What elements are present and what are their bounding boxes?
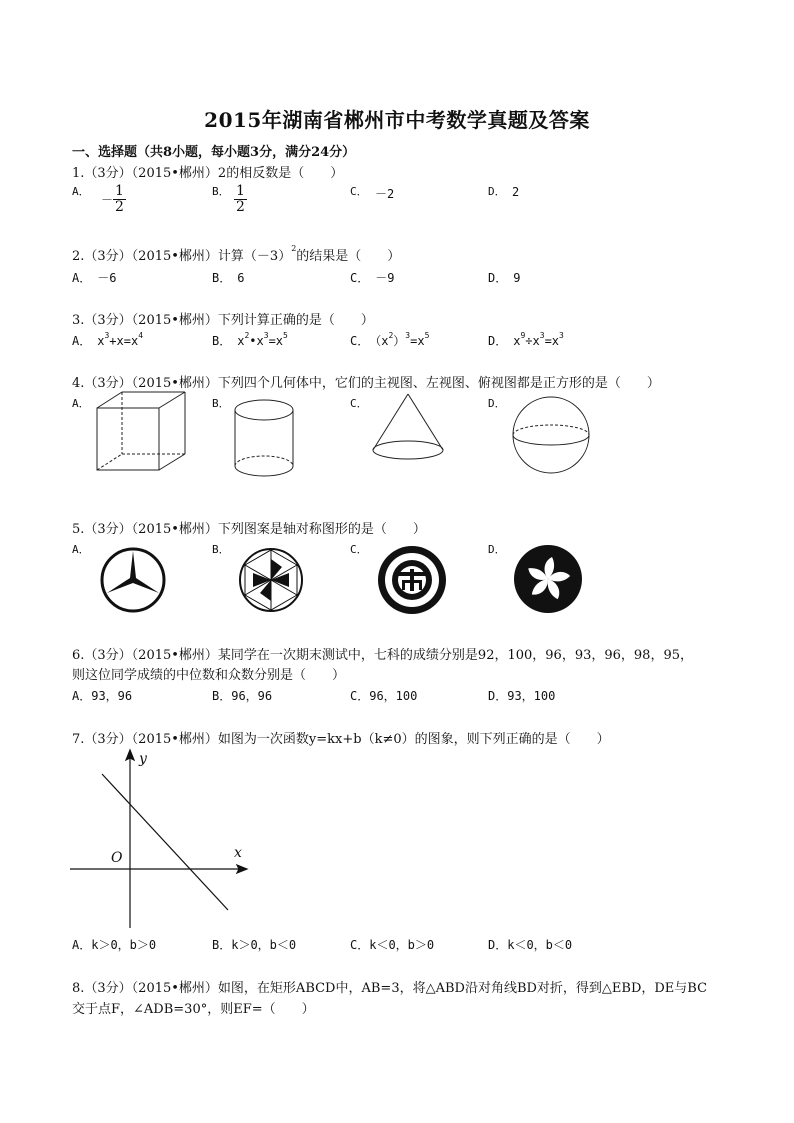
q1-option-b (234, 184, 247, 215)
q4-label-b: B． (212, 397, 230, 410)
pinwheel-pattern (236, 545, 306, 615)
q4-label-d: D． (488, 397, 506, 410)
cube-figure (90, 388, 195, 473)
sphere-figure (508, 392, 594, 478)
q5-label-c: C． (350, 543, 368, 556)
q7-option-b: B．k＞0，b＜0 (212, 938, 297, 952)
q1-b-num: 1 (236, 183, 245, 199)
q3-option-a (72, 332, 143, 349)
q8-stem-line1: 8.（3分）（2015•郴州）如图，在矩形ABCD中，AB=3，将△ABD沿对角线BD对折，得到△EBD，DE与BC (72, 981, 708, 996)
q4-label-c: C． (350, 397, 368, 410)
q2-stem-exp: 2 (291, 244, 297, 253)
q6-stem-line1: 6.（3分）（2015•郴州）某同学在一次期末测试中，七科的成绩分别是92，100，96，93，96，98，95， (72, 648, 693, 663)
q3-b-1: 2 (244, 331, 250, 340)
q3-b-0: B． x (212, 334, 245, 348)
q5-label-a: A． (72, 543, 90, 556)
q6-option-d: D．93，100 (488, 689, 556, 703)
q3-c-5: 5 (424, 331, 430, 340)
cylinder-figure (230, 396, 298, 482)
q6-option-b: B．96，96 (212, 689, 273, 703)
q3-option-c (350, 332, 429, 349)
q2-option-c: C． －9 (350, 271, 395, 285)
q1-label-d: D． (488, 185, 506, 198)
q2-stem-before: 2.（3分）（2015•郴州）计算（－3） (72, 249, 292, 264)
q2-option-d: D． 9 (488, 271, 521, 285)
function-line (102, 774, 228, 910)
q3-c-1: 2 (388, 331, 394, 340)
q1-option-a (101, 184, 126, 215)
bauhinia-flower-logo (512, 543, 584, 615)
q3-a-2: +x=x (109, 334, 139, 348)
q3-d-4: =x (544, 334, 560, 348)
q2-stem-after: 的结果是（ ） (296, 249, 401, 264)
q1-option-c: －2 (375, 187, 395, 201)
origin-label: O (111, 850, 123, 866)
q1-b-fraction (234, 184, 247, 215)
q4-stem: 4.（3分）（2015•郴州）下列四个几何体中，它们的主视图、左视图、俯视图都是正方形的是（ ） (72, 376, 660, 391)
q3-option-d (488, 332, 564, 349)
q3-b-2: •x (249, 334, 264, 348)
q1-option-d: 2 (512, 185, 520, 199)
q1-b-den: 2 (236, 199, 245, 215)
q3-option-b (212, 332, 288, 349)
bank-logo (375, 543, 449, 617)
q3-c-0: C． （x (350, 334, 389, 348)
q6-option-a: A．93，96 (72, 689, 133, 703)
q7-option-a: A．k＞0，b＞0 (72, 938, 157, 952)
x-axis-arrow (237, 865, 247, 873)
q2-option-b: B． 6 (212, 271, 245, 285)
q5-stem: 5.（3分）（2015•郴州）下列图案是轴对称图形的是（ ） (72, 522, 426, 537)
page-title: 2015年湖南省郴州市中考数学真题及答案 (204, 108, 590, 132)
q7-option-d: D．k＜0，b＜0 (488, 938, 573, 952)
q1-a-fraction (113, 184, 126, 215)
q3-d-0: D． x (488, 334, 521, 348)
q6-option-c: C．96，100 (350, 689, 418, 703)
q3-d-1: 9 (520, 331, 526, 340)
q3-stem: 3.（3分）（2015•郴州）下列计算正确的是（ ） (72, 313, 374, 328)
q3-c-4: =x (410, 334, 425, 348)
q3-a-0: A． x (72, 334, 105, 348)
q2-stem (72, 245, 400, 264)
q3-a-3: 4 (138, 331, 144, 340)
y-axis-arrow (126, 750, 134, 760)
q6-stem-line2: 则这位同学成绩的中位数和众数分别是（ ） (72, 668, 346, 683)
q1-a-sign: － (101, 193, 114, 207)
q7-option-c: C．k＜0，b＞0 (350, 938, 435, 952)
q3-c-2: ） (393, 334, 406, 348)
q1-a-num: 1 (115, 183, 124, 199)
q5-label-d: D． (488, 543, 506, 556)
q7-stem: 7.（3分）（2015•郴州）如图为一次函数y=kx+b（k≠0）的图象，则下列正确的是（ ） (72, 732, 610, 747)
q3-c-3: 3 (405, 331, 411, 340)
y-axis-label: y (139, 751, 147, 767)
q3-d-5: 3 (559, 331, 564, 340)
q2-option-a: A． －6 (72, 271, 117, 285)
q3-d-2: ÷x (525, 334, 540, 348)
q3-b-3: 3 (263, 331, 269, 340)
x-axis-label: x (234, 845, 242, 861)
section-heading: 一、选择题（共8小题，每小题3分，满分24分） (72, 145, 356, 160)
q1-a-den: 2 (115, 199, 124, 215)
cone-figure (368, 390, 448, 474)
q3-a-1: 3 (104, 331, 110, 340)
q1-label-b: B． (212, 185, 230, 198)
q1-label-a: A． (72, 185, 90, 198)
q3-b-4: =x (268, 334, 284, 348)
q3-b-5: 5 (283, 331, 288, 340)
q8-stem-line2: 交于点F，∠ADB=30°，则EF=（ ） (72, 1002, 315, 1017)
three-point-star-logo (98, 545, 168, 615)
q3-d-3: 3 (539, 331, 545, 340)
q4-label-a: A． (72, 397, 90, 410)
q1-label-c: C． (350, 185, 368, 198)
q5-label-b: B． (212, 543, 230, 556)
linear-function-graph (70, 748, 252, 930)
q1-stem: 1.（3分）（2015•郴州）2的相反数是（ ） (72, 166, 344, 181)
